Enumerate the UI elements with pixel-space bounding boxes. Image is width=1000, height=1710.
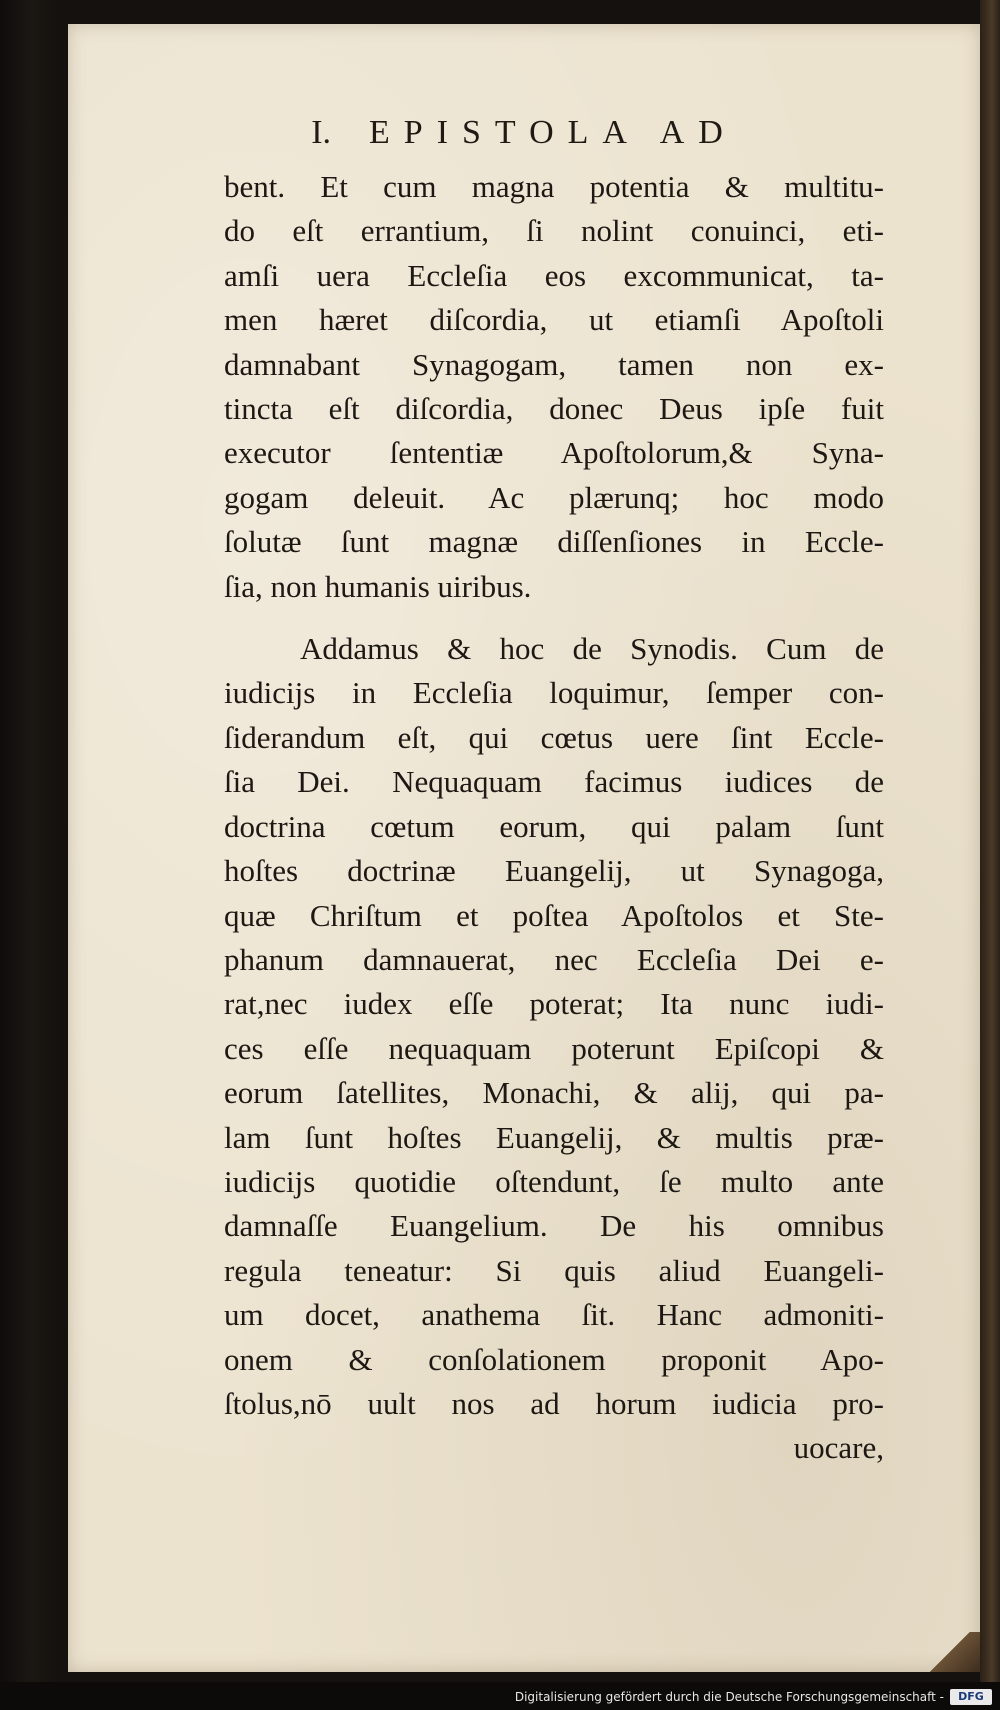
text-line: ſia, non humanis uiribus.	[224, 568, 532, 604]
running-title: EPISTOLA AD	[369, 114, 737, 151]
digitization-footer	[0, 1682, 1000, 1710]
text-line: regula teneatur: Si quis aliud Euangeli-	[224, 1252, 884, 1288]
page-number: I.	[311, 114, 332, 151]
text-line: hoſtes doctrinæ Euangelij, ut Synagoga,	[224, 853, 884, 889]
text-line: damnabant Synagogam, tamen non ex-	[224, 346, 884, 382]
text-line: lam ſunt hoſtes Euangelij, & multis præ-	[224, 1119, 884, 1155]
text-line: quæ Chriſtum et poſtea Apoſtolos et Ste-	[224, 897, 884, 933]
funding-credit: Digitalisierung gefördert durch die Deutsche Forschungsgemeinschaft -	[514, 1690, 944, 1704]
text-line: doctrina cœtum eorum, qui palam ſunt	[224, 808, 884, 844]
text-line: ces eſſe nequaquam poterunt Epiſcopi &	[224, 1030, 884, 1066]
paragraph-2	[224, 627, 884, 1426]
dfg-logo[interactable]: DFG	[950, 1689, 992, 1705]
text-line: ſolutæ ſunt magnæ diſſenſiones in Eccle-	[224, 524, 884, 560]
paragraph-1	[224, 165, 884, 609]
running-head	[68, 114, 980, 152]
text-line: iudicijs quotidie oſtendunt, ſe multo ante	[224, 1163, 884, 1199]
page-corner-wear	[920, 1632, 980, 1672]
text-line: do eſt errantium, ſi nolint conuinci, eti-	[224, 213, 884, 249]
text-line: rat,nec iudex eſſe poterat; Ita nunc iudi-	[224, 986, 884, 1022]
text-line: men hæret diſcordia, ut etiamſi Apoſtoli	[224, 302, 884, 338]
text-line: amſi uera Eccleſia eos excommunicat, ta-	[224, 257, 884, 293]
text-line: ſtolus,nō uult nos ad horum iudicia pro-	[224, 1385, 884, 1421]
text-block	[224, 165, 884, 1471]
text-line: eorum ſatellites, Monachi, & alij, qui pa-	[224, 1075, 884, 1111]
text-line: ſia Dei. Nequaquam facimus iudices de	[224, 764, 884, 800]
text-line: executor ſententiæ Apoſtolorum,& Syna-	[224, 435, 884, 471]
text-line: um docet, anathema ſit. Hanc admoniti-	[224, 1297, 884, 1333]
text-line: phanum damnauerat, nec Eccleſia Dei e-	[224, 941, 884, 977]
book-spine-edge	[980, 0, 1000, 1710]
text-line: ſiderandum eſt, qui cœtus uere ſint Eccle-	[224, 719, 884, 755]
text-line: Addamus & hoc de Synodis. Cum de	[300, 631, 884, 667]
text-line: damnaſſe Euangelium. De his omnibus	[224, 1208, 884, 1244]
text-line: gogam deleuit. Ac plærunq; hoc modo	[224, 479, 884, 515]
paragraph-gap	[224, 609, 884, 627]
text-line: onem & conſolationem proponit Apo-	[224, 1341, 884, 1377]
catchword: uocare,	[793, 1430, 884, 1466]
text-line: iudicijs in Eccleſia loquimur, ſemper con-	[224, 675, 884, 711]
text-line: tincta eſt diſcordia, donec Deus ipſe fuit	[224, 391, 884, 427]
text-line: bent. Et cum magna potentia & multitu-	[224, 169, 884, 204]
